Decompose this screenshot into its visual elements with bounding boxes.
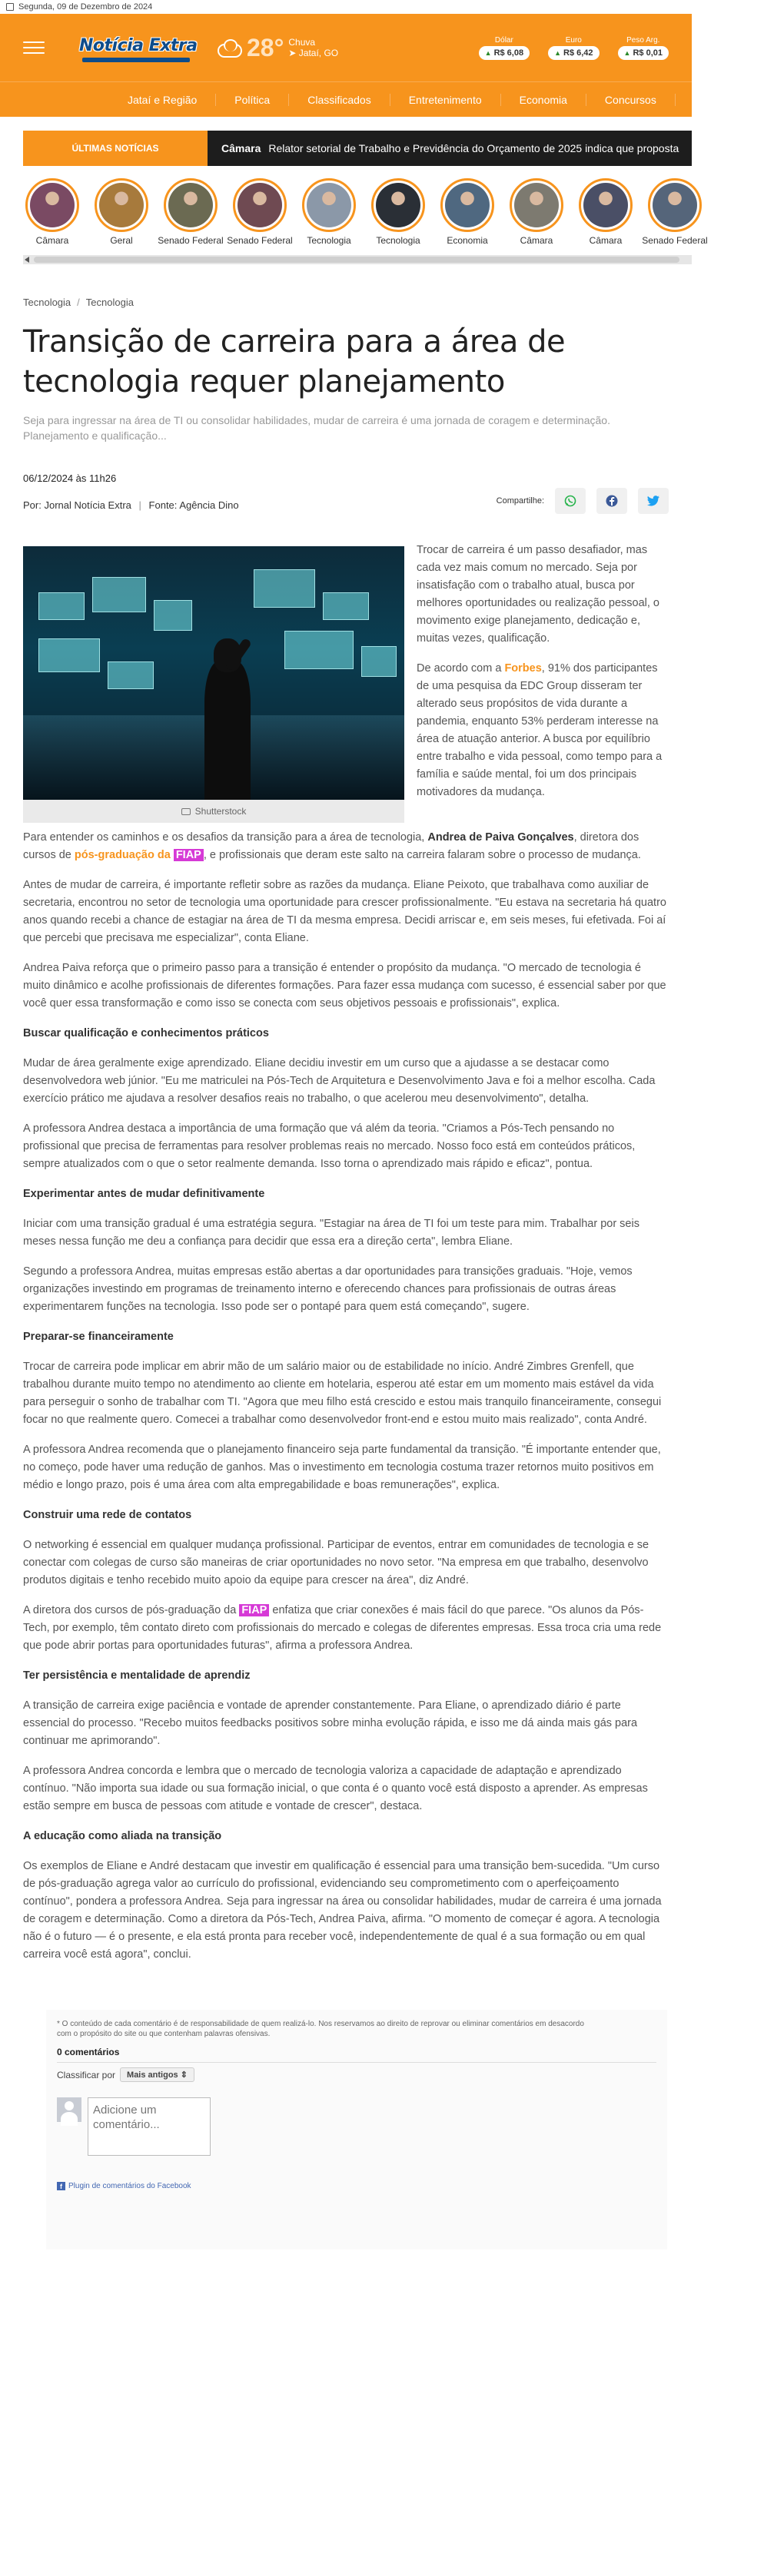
comments-sort: Classificar por Mais antigos ⇕	[57, 2067, 656, 2082]
sort-dropdown[interactable]: Mais antigos ⇕	[120, 2067, 194, 2082]
section-heading: Preparar-se financeiramente	[23, 1331, 174, 1343]
paragraph: A transição de carreira exige paciência e vontade de aprender constantemente. Para Eliane, o aprendizado diário é parte essencial do processo. "Recebo muitos feedbacks positivos sobre minha evolução rápida, e isso me dá ainda mais gás para continuar me aprimorando".	[23, 1699, 638, 1747]
paragraph: Andrea Paiva reforça que o primeiro passo para a transição é entender o propósito da mudança. "O mercado de tecnologia é muito dinâmico e acolhe profissionais de diferentes formações. Para fazer essa mudança com sucesso, é essencial saber por que você quer essa transformação e como isso se conecta com seus objetivos pessoais e profissionais", explica.	[23, 962, 666, 1010]
story-item[interactable]	[227, 178, 293, 252]
story-item[interactable]	[92, 178, 151, 252]
story-caption: Câmara	[589, 235, 623, 246]
story-caption: Tecnologia	[376, 235, 420, 246]
paragraph: A diretora dos cursos de pós-graduação da FIAP enfatiza que criar conexões é mais fácil do que parece. "Os alunos da Pós-Tech, por exemplo, têm contato direto com profissionais do mercado e colegas de diferentes empresas. Essa troca cria uma rede que pode abrir portas para oportunidades futuras", afirma a professora Andrea.	[23, 1604, 662, 1652]
avatar	[57, 2097, 81, 2122]
weather-location: Jataí, GO	[298, 48, 339, 58]
site-header	[0, 14, 692, 81]
story-image	[30, 183, 75, 227]
nav-item-entretenimento[interactable]: Entretenimento	[390, 94, 501, 106]
ticker-text: Relator setorial de Trabalho e Previdência do Orçamento de 2025 indica que proposta	[268, 142, 679, 154]
story-thumbnail	[579, 178, 633, 232]
rain-cloud-icon	[214, 39, 242, 56]
nav-item-politica[interactable]: Política	[216, 94, 289, 106]
article-photo[interactable]	[23, 546, 404, 800]
story-caption: Geral	[110, 235, 133, 246]
story-image	[99, 183, 144, 227]
camera-icon	[181, 808, 191, 815]
nav-item-classificados[interactable]: Classificados	[289, 94, 390, 106]
calendar-icon	[6, 3, 14, 11]
story-image	[376, 183, 420, 227]
image-credit: Shutterstock	[194, 805, 247, 817]
paragraph: Trocar de carreira pode implicar em abrir mão de um salário maior ou de estabilidade no início. André Zimbres Grenfell, que trabalhou durante muito tempo no atendimento ao cliente em hotelaria, esperou até estar em um momento mais estável da vida para perseguir o sonho de trabalhar com TI. "Agora que meu filho está crescido e estou mais tranquilo financeiramente, consegui focar no que realmente quero. Comecei a trabalhar como desenvolvedor front-end e estou muito mais realizado", conta André.	[23, 1361, 662, 1426]
story-caption: Tecnologia	[307, 235, 351, 246]
story-thumbnail	[371, 178, 425, 232]
story-image	[238, 183, 282, 227]
currency-quotes	[479, 36, 669, 60]
story-image	[514, 183, 559, 227]
photo-caption	[23, 800, 404, 823]
section-heading: Ter persistência e mentalidade de aprendiz	[23, 1669, 251, 1682]
article	[0, 297, 692, 1964]
news-ticker	[23, 131, 692, 166]
facebook-share-button[interactable]	[596, 488, 627, 514]
date-bar	[0, 0, 692, 14]
share-label: Compartilhe:	[496, 496, 544, 506]
publish-date: 06/12/2024 às 11h26	[23, 472, 117, 484]
whatsapp-share-button[interactable]	[555, 488, 586, 514]
story-item[interactable]	[507, 178, 566, 252]
article-title: Transição de carreira para a área de tecnologia requer planejamento	[23, 324, 566, 399]
ticker-label: ÚLTIMAS NOTÍCIAS	[23, 131, 208, 166]
fiap-link[interactable]: FIAP	[239, 1604, 269, 1616]
nav-item-concursos[interactable]: Concursos	[586, 94, 676, 106]
story-image	[168, 183, 213, 227]
story-thumbnail	[25, 178, 79, 232]
section-heading: Construir uma rede de contatos	[23, 1509, 192, 1521]
menu-icon[interactable]	[23, 41, 45, 54]
weather-description	[288, 37, 338, 58]
pos-graduacao-link[interactable]: pós-graduação da	[74, 849, 171, 861]
story-image	[307, 183, 351, 227]
comment-composer	[57, 2097, 656, 2156]
whatsapp-icon	[564, 495, 576, 507]
paragraph: Antes de mudar de carreira, é importante refletir sobre as razões da mudança. Eliane Peixoto, que trabalhava como auxiliar de secretaria, encontrou no setor de tecnologia uma oportunidade para crescer profissionalmente. "Eu estava na secretaria há quatro anos quando recebi a chance de estagiar na área de TI da mesma empresa. Decidi arriscar e, em seis meses, fui efetivada. Foi aí que percebi que precisava me especializar", conta Eliane.	[23, 879, 666, 944]
article-meta	[23, 472, 669, 514]
story-caption: Economia	[447, 235, 488, 246]
story-thumbnail	[164, 178, 218, 232]
paragraph: Trocar de carreira é um passo desafiador, mas cada vez mais comum no mercado. Seja por insatisfação com o trabalho atual, busca por melhores oportunidades ou realização pessoal, o movimento exige planejamento, dedicação e, muitas vezes, qualificação.	[417, 544, 659, 645]
ticker-headline[interactable]	[208, 131, 692, 166]
facebook-icon	[606, 495, 618, 507]
logo-text: Notícia Extra	[79, 36, 198, 55]
story-item[interactable]	[642, 178, 708, 252]
paragraph: A professora Andrea concorda e lembra que o mercado de tecnologia valoriza a capacidade de adaptação e aprendizado contínuo. "Não importa sua idade ou sua formação inicial, o que conta é o quanto você está disposto a aprender. As empresas estão sempre em busca de pessoas com atitude e vontade de crescer", destaca.	[23, 1765, 648, 1812]
comments-count: 0 comentários	[57, 2047, 656, 2063]
nav-item-jatai[interactable]: Jataí e Região	[109, 94, 216, 106]
comments-notice: * O conteúdo de cada comentário é de responsabilidade de quem realizá-lo. Nos reservamos ao direito de reprovar ou eliminar comentários em desacordo com o propósito do site ou que contenham palavras ofensivas.	[57, 2020, 584, 2038]
breadcrumb-item[interactable]: Tecnologia	[85, 297, 134, 308]
paragraph: Iniciar com uma transição gradual é uma estratégia segura. "Estagiar na área de TI foi um teste para mim. Trabalhar por seis meses nessa função me deu a confiança para decidir que essa era a direção certa", lembra Eliane.	[23, 1218, 639, 1248]
currency-dolar: Dólar ▲ R$ 6,08	[479, 36, 530, 60]
breadcrumb: Tecnologia / Tecnologia	[23, 297, 134, 308]
section-heading: A educação como aliada na transição	[23, 1830, 222, 1842]
fiap-link[interactable]: FIAP	[174, 849, 204, 861]
facebook-plugin-link[interactable]: f Plugin de comentários do Facebook	[57, 2182, 656, 2190]
paragraph: A professora Andrea recomenda que o planejamento financeiro seja parte fundamental da transição. "É importante entender que, no começo, pode haver uma redução de ganhos. Mas o investimento em tecnologia costuma trazer retornos muito positivos em médio e longo prazo, pois é uma área com alta empregabilidade e boas remunerações", explica.	[23, 1444, 661, 1491]
section-heading: Experimentar antes de mudar definitivamente	[23, 1188, 265, 1200]
story-thumbnail	[648, 178, 702, 232]
currency-peso: Peso Arg. ▲ R$ 0,01	[618, 36, 669, 60]
story-image	[445, 183, 490, 227]
section-heading: Buscar qualificação e conhecimentos práticos	[23, 1027, 269, 1039]
byline: Por: Jornal Notícia Extra | Fonte: Agência Dino	[23, 499, 239, 511]
nav-item-economia[interactable]: Economia	[501, 94, 586, 106]
article-figure	[23, 546, 404, 823]
stories-scrollbar[interactable]	[23, 255, 692, 264]
site-logo[interactable]	[79, 30, 198, 65]
scrollbar-thumb[interactable]	[34, 257, 679, 263]
scroll-left-icon[interactable]	[25, 257, 29, 263]
twitter-share-button[interactable]	[638, 488, 669, 514]
arrow-up-icon: ▲	[484, 48, 492, 57]
paragraph: Para entender os caminhos e os desafios da transição para a área de tecnologia, Andrea de Paiva Gonçalves, diretora dos cursos de pós-graduação da FIAP , e profissionais que deram este salto na carreira falaram sobre o processo de mudança.	[23, 831, 641, 861]
source-name: Agência Dino	[179, 499, 239, 511]
story-item[interactable]	[369, 178, 427, 252]
story-item[interactable]	[300, 178, 358, 252]
story-thumbnail	[233, 178, 287, 232]
story-thumbnail	[302, 178, 356, 232]
weather-condition: Chuva	[288, 37, 316, 48]
story-thumbnail	[95, 178, 148, 232]
story-item[interactable]	[23, 178, 81, 252]
story-thumbnail	[440, 178, 494, 232]
ticker-tag: Câmara	[221, 142, 261, 154]
paragraph: Os exemplos de Eliane e André destacam que investir em qualificação é essencial para uma transição bem-sucedida. "Um curso de pós-graduação agrega valor ao currículo do profissional, evidenciando seu comprometimento com o aperfeiçoamento contínuo", pondera a professora Andrea. Seja para ingressar na área ou consolidar habilidades, mudar de carreira é uma jornada de coragem e determinação. Como a diretora da Pós-Tech, Andrea Paiva, afirma. "O momento de começar é agora. A tecnologia não é o futuro — é o presente, e ela está pronta para receber você, independentemente de qual é a sua formação ou em qual carreira você está agora", conclui.	[23, 1860, 662, 1961]
author-name: Jornal Notícia Extra	[44, 499, 131, 511]
weather-widget	[214, 34, 338, 62]
article-subtitle: Seja para ingressar na área de TI ou consolidar habilidades, mudar de carreira é uma jornada de coragem e determinação. Planejamento e qualificação...	[23, 414, 610, 442]
stories-carousel	[0, 178, 708, 252]
main-nav	[0, 81, 746, 117]
story-image	[653, 183, 697, 227]
paragraph: Segundo a professora Andrea, muitas empresas estão abertas a dar oportunidades para transições graduais. "Hoje, vemos organizações investindo em programas de treinamento interno e oferecendo chances para profissionais de outras áreas experimentarem funções na tecnologia. Isso pode ser o pontapé para quem está começando", sugere.	[23, 1265, 633, 1313]
current-date: Segunda, 09 de Dezembro de 2024	[18, 2, 153, 12]
forbes-link[interactable]: Forbes	[504, 662, 542, 675]
paragraph: A professora Andrea destaca a importância de uma formação que vá além da teoria. "Criamos a Pós-Tech pensando no profissional que precisa de ferramentas para resolver problemas reais no mercado. Nosso foco está em conteúdos práticos, sempre atualizados com o que o setor realmente demanda. Isso torna o aprendizado mais rápido e eficaz", pontua.	[23, 1122, 636, 1170]
facebook-icon: f	[57, 2182, 65, 2190]
story-caption: Senado Federal	[227, 235, 293, 246]
story-caption: Câmara	[520, 235, 553, 246]
story-item[interactable]	[158, 178, 224, 252]
story-caption: Senado Federal	[642, 235, 708, 246]
story-item[interactable]	[438, 178, 497, 252]
currency-euro: Euro ▲ R$ 6,42	[548, 36, 599, 60]
story-image	[583, 183, 628, 227]
story-thumbnail	[510, 178, 563, 232]
logo-underline	[82, 58, 190, 62]
nav-item-tecnologia[interactable]: Tecnologia	[693, 93, 746, 106]
paragraph: Mudar de área geralmente exige aprendizado. Eliane decidiu investir em um curso que a ajudasse a se destacar como desenvolvedora web júnior. "Eu me matriculei na Pós-Tech de Arquitetura e Desenvolvimento Java e foi a melhor escolha. Cada exercício prático me ajudava a resolver desafios reais no trabalho, o que acelerou meu desenvolvimento", detalha.	[23, 1057, 656, 1105]
comment-input[interactable]	[88, 2097, 211, 2156]
weather-temperature: 28°	[247, 33, 284, 61]
paragraph: O networking é essencial em qualquer mudança profissional. Participar de eventos, entrar em comunidades de tecnologia e se conectar com colegas de curso são maneiras de criar oportunidades no novo setor. "Na empresa em que trabalho, desenvolvo produtos digitais e tenho recebido muito apoio da equipe para crescer na área", diz André.	[23, 1539, 649, 1586]
story-item[interactable]	[576, 178, 635, 252]
story-caption: Senado Federal	[158, 235, 224, 246]
twitter-icon	[647, 496, 659, 506]
paragraph: De acordo com a Forbes, 91% dos participantes de uma pesquisa da EDC Group disseram ter alterado seus propósitos de vida durante a pandemia, enquanto 53% perderam interesse na área de atuação anterior. A busca por equilíbrio entre trabalho e vida pessoal, como tempo para a família e saúde mental, foi um dos principais motivadores da mudança.	[417, 662, 663, 798]
breadcrumb-item[interactable]: Tecnologia	[23, 297, 71, 308]
story-caption: Câmara	[35, 235, 69, 246]
arrow-up-icon: ▲	[623, 48, 631, 57]
comments-section	[46, 2010, 667, 2249]
location-icon: ➤	[288, 48, 299, 58]
article-body	[23, 542, 669, 1964]
arrow-up-icon: ▲	[554, 48, 562, 57]
share-bar	[497, 488, 669, 514]
